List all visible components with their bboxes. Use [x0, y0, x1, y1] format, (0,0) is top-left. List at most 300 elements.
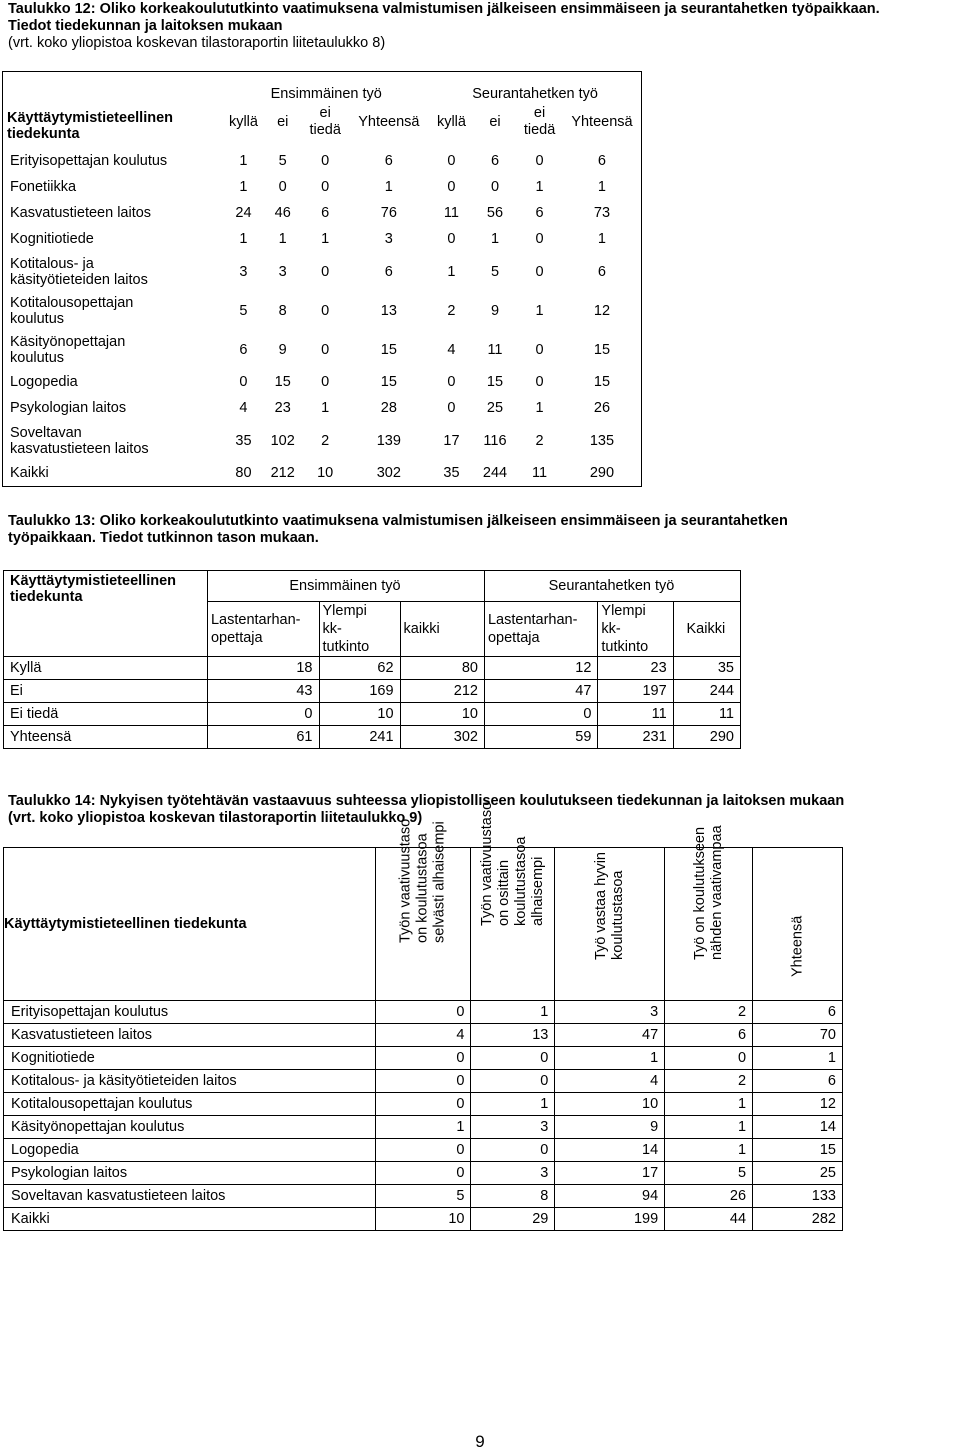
table-cell: 1 [278, 231, 287, 247]
col-partly-lower [471, 801, 555, 1001]
vertical-header [692, 825, 726, 960]
table-cell: 94 [555, 1185, 665, 1208]
table-cell: 1 [447, 263, 456, 280]
table-cell: 56 [486, 205, 504, 221]
table-cell: 0 [375, 1139, 471, 1162]
table-cell: 47 [555, 1024, 665, 1047]
vertical-header-line: Työ vastaa hyvin [592, 852, 609, 960]
table-cell: 0 [471, 1070, 555, 1093]
col-kindergarten-teacher [207, 602, 319, 657]
table-row [4, 1139, 843, 1162]
table-cell: 1 [535, 179, 544, 195]
table-cell: 0 [447, 179, 456, 195]
table-cell: 29 [471, 1208, 555, 1231]
table-row [3, 291, 642, 330]
table-cell: 0 [321, 153, 330, 169]
table-cell: 0 [447, 153, 456, 169]
table-cell: 23 [598, 657, 673, 680]
table-cell: 0 [535, 153, 544, 169]
table-cell: 6 [597, 263, 606, 280]
table-cell: 6 [665, 1024, 753, 1047]
row-label: Kaikki [4, 1208, 376, 1231]
table-row [3, 226, 642, 252]
table-row [3, 369, 642, 395]
table-cell: 17 [555, 1162, 665, 1185]
table-cell: 76 [380, 205, 397, 221]
col-yes: kyllä [436, 114, 466, 130]
table-cell: 6 [321, 205, 330, 221]
table-cell: 12 [593, 302, 611, 319]
row-label-line: Kognitiotiede [10, 231, 94, 247]
table-cell: 1 [555, 1047, 665, 1070]
table-cell: 231 [598, 726, 673, 749]
table-cell: 8 [278, 302, 287, 319]
row-label [3, 226, 224, 252]
table-cell: 10 [400, 703, 484, 726]
row-label: Käsityönopettajan koulutus [4, 1116, 376, 1139]
vertical-header [789, 916, 806, 977]
table-cell: 0 [484, 703, 597, 726]
row-label [3, 291, 224, 330]
vertical-header-line: koulutustasoa [512, 836, 529, 926]
row-label [3, 252, 224, 291]
table-cell: 5 [490, 263, 500, 280]
row-label: Psykologian laitos [4, 1162, 376, 1185]
row-label-line: Fonetiikka [10, 179, 77, 195]
group-first-job: Ensimmäinen työ [270, 86, 382, 102]
table-cell: 0 [535, 263, 544, 280]
table-cell: 1 [471, 1093, 555, 1116]
table-cell: 3 [471, 1162, 555, 1185]
table-cell: 26 [665, 1185, 753, 1208]
table-cell: 23 [274, 400, 291, 416]
table-cell: 15 [486, 374, 504, 390]
row-label [3, 460, 224, 487]
table-cell: 0 [321, 341, 330, 358]
table-cell: 302 [376, 465, 401, 481]
table-cell: 9 [555, 1116, 665, 1139]
table-cell: 24 [235, 205, 252, 221]
row-label: Erityisopettajan koulutus [4, 1001, 376, 1024]
table-cell: 70 [753, 1024, 843, 1047]
table-cell: 116 [483, 432, 507, 449]
table-cell: 5 [375, 1185, 471, 1208]
row-label-line: Kotitalous- ja [10, 255, 94, 272]
table13-body [4, 657, 741, 749]
table-cell: 169 [319, 680, 400, 703]
table-cell: 59 [484, 726, 597, 749]
row-label-line: Soveltavan [10, 424, 82, 441]
caption-line: (vrt. koko yliopistoa koskevan tilastoraportin liitetaulukko 9) [8, 810, 423, 826]
col-kindergarten-teacher [484, 602, 597, 657]
col-dont-know-line: tiedä [309, 122, 341, 138]
row-label: Soveltavan kasvatustieteen laitos [4, 1185, 376, 1208]
table-row [4, 1185, 843, 1208]
table-cell: 0 [665, 1047, 753, 1070]
table-cell: 11 [598, 703, 673, 726]
table-cell: 18 [207, 657, 319, 680]
table-cell: 0 [535, 341, 544, 358]
caption-line: Taulukko 13: Oliko korkeakoulututkinto vaatimuksena valmistumisen jälkeiseen ensimmäiseen ja seurantahetken [8, 513, 788, 529]
table-cell: 6 [753, 1001, 843, 1024]
table-cell: 2 [447, 302, 456, 319]
table-cell: 1 [239, 179, 248, 195]
vertical-header-line: on koulutustasoa [414, 833, 431, 943]
table-cell: 0 [375, 1070, 471, 1093]
caption-line: (vrt. koko yliopistoa koskevan tilastoraportin liitetaulukko 8) [8, 35, 386, 51]
row-label [3, 395, 224, 421]
table-row [3, 330, 642, 369]
table-cell: 1 [665, 1093, 753, 1116]
col-header-line: tutkinto [322, 639, 370, 655]
table-cell: 35 [443, 465, 460, 481]
table-row [3, 421, 642, 460]
row-label-line: koulutus [10, 349, 65, 366]
row-label [3, 200, 224, 226]
row-label: Ei tiedä [4, 703, 208, 726]
table-cell: 0 [375, 1093, 471, 1116]
table-cell: 1 [375, 1116, 471, 1139]
group-followup-job: Seurantahetken työ [472, 86, 598, 102]
row-label [3, 148, 224, 174]
table-cell: 14 [753, 1116, 843, 1139]
table-row [3, 148, 642, 174]
table-cell: 9 [490, 302, 500, 319]
table-row [4, 726, 741, 749]
vertical-header-line: Yhteensä [789, 915, 806, 977]
table-cell: 290 [673, 726, 740, 749]
col-header-line: Ylempi [601, 603, 646, 619]
table-cell: 14 [555, 1139, 665, 1162]
table-cell: 0 [278, 179, 287, 195]
table-cell: 212 [270, 465, 295, 481]
table-cell: 13 [380, 302, 397, 319]
table-cell: 11 [532, 465, 548, 481]
table-row [3, 395, 642, 421]
table-cell: 4 [555, 1070, 665, 1093]
table-cell: 15 [593, 374, 611, 390]
table-row [4, 1001, 843, 1024]
table-cell: 0 [207, 703, 319, 726]
table-cell: 12 [753, 1093, 843, 1116]
table-cell: 1 [665, 1116, 753, 1139]
table-cell: 46 [274, 205, 291, 221]
table12-body [3, 142, 642, 487]
table-cell: 62 [319, 657, 400, 680]
table-cell: 1 [384, 179, 393, 195]
table-row [4, 680, 741, 703]
col-total [753, 848, 843, 1001]
table-cell: 3 [471, 1116, 555, 1139]
table-cell: 3 [384, 231, 393, 247]
table-cell: 0 [471, 1139, 555, 1162]
table-row [4, 1208, 843, 1231]
table-cell: 44 [665, 1208, 753, 1231]
table-cell: 2 [665, 1001, 753, 1024]
table-cell: 15 [380, 341, 397, 358]
table-cell: 47 [484, 680, 597, 703]
faculty-header-line: tiedekunta [10, 589, 83, 605]
table-cell: 10 [555, 1093, 665, 1116]
table-cell: 1 [535, 400, 544, 416]
table-cell: 0 [321, 263, 330, 280]
table-cell: 2 [665, 1070, 753, 1093]
col-header-line: opettaja [487, 630, 540, 646]
faculty-header [4, 571, 208, 657]
table-row [3, 174, 642, 200]
caption-line: Taulukko 14: Nykyisen työtehtävän vastaavuus suhteessa yliopistolliseen koulutukseen tiedekunnan ja laitoksen mukaan [8, 793, 845, 809]
table-cell: 4 [239, 400, 248, 416]
row-label-line: Kaikki [10, 465, 49, 481]
group-first-job: Ensimmäinen työ [207, 571, 484, 602]
table-cell: 197 [598, 680, 673, 703]
row-label [3, 174, 224, 200]
row-label-line: Erityisopettajan koulutus [10, 153, 168, 169]
table-cell: 11 [443, 205, 459, 221]
table-cell: 133 [753, 1185, 843, 1208]
group-followup-job: Seurantahetken työ [484, 571, 740, 602]
table-cell: 0 [471, 1047, 555, 1070]
table-cell: 4 [375, 1024, 471, 1047]
caption-line: Taulukko 12: Oliko korkeakoulututkinto vaatimuksena valmistumisen jälkeiseen ensimmäiseen ja seurantahetken työpaikkaan. [8, 1, 880, 17]
caption-line: Tiedot tiedekunnan ja laitoksen mukaan [8, 18, 283, 34]
row-label-line: koulutus [10, 310, 65, 327]
col-header-line: Lastentarhan- [210, 612, 301, 628]
table-cell: 10 [375, 1208, 471, 1231]
row-label-line: Käsityönopettajan [10, 333, 126, 350]
table-cell: 212 [400, 680, 484, 703]
table-row [4, 1070, 843, 1093]
row-label-line: kasvatustieteen laitos [10, 440, 149, 457]
table-cell: 43 [207, 680, 319, 703]
col-yes: kyllä [228, 114, 258, 130]
table-cell: 80 [235, 465, 252, 481]
table-cell: 9 [278, 341, 287, 358]
faculty-header-line: Käyttäytymistieteellinen [7, 110, 174, 126]
table-cell: 302 [400, 726, 484, 749]
col-total: Yhteensä [358, 114, 420, 130]
table-cell: 5 [278, 153, 287, 169]
table-cell: 0 [535, 374, 544, 390]
table-cell: 1 [535, 302, 544, 319]
row-label-line: Kotitalousopettajan [10, 294, 134, 311]
table-row [4, 1093, 843, 1116]
table-cell: 0 [447, 231, 456, 247]
table-cell: 1 [239, 153, 248, 169]
table-cell: 0 [375, 1047, 471, 1070]
table-cell: 102 [270, 432, 295, 449]
table-cell: 3 [278, 263, 287, 280]
table-cell: 10 [317, 465, 334, 481]
table-cell: 0 [490, 179, 500, 195]
table-cell: 6 [239, 341, 248, 358]
vertical-header-line: on osittain [495, 859, 512, 926]
table-cell: 1 [597, 179, 606, 195]
table-cell: 1 [490, 231, 500, 247]
col-header-line: tutkinto [601, 639, 649, 655]
row-label: Kotitalous- ja käsityötieteiden laitos [4, 1070, 376, 1093]
table14-body [4, 1001, 843, 1231]
table-cell: 0 [321, 302, 330, 319]
table-cell: 0 [239, 374, 248, 390]
col-header-line: Ylempi [322, 603, 367, 619]
col-dont-know-line: ei [319, 105, 331, 121]
col-header-line: kk- [322, 621, 342, 637]
col-matches [555, 848, 665, 1001]
vertical-header [479, 802, 547, 926]
caption-line: työpaikkaan. Tiedot tutkinnon tason mukaan. [8, 530, 319, 546]
table-cell: 1 [665, 1139, 753, 1162]
col-dont-know-line: ei [533, 105, 546, 121]
table-cell: 0 [447, 400, 456, 416]
table-row [4, 1024, 843, 1047]
row-label-line: käsityötieteiden laitos [10, 271, 148, 288]
faculty-header-line: tiedekunta [7, 126, 80, 142]
table-cell: 0 [375, 1001, 471, 1024]
col-much-lower [375, 818, 471, 1001]
table-row [4, 1047, 843, 1070]
table-cell: 6 [490, 153, 500, 169]
table-cell: 139 [376, 432, 401, 449]
table-cell: 6 [597, 153, 606, 169]
vertical-header-line: alhaisempi [529, 856, 546, 926]
table-row [3, 252, 642, 291]
table-cell: 290 [589, 465, 615, 481]
col-higher-degree [319, 602, 400, 657]
vertical-header-line: Työ on koulutukseen [691, 826, 708, 960]
col-total: Yhteensä [571, 114, 633, 130]
table-cell: 0 [321, 374, 330, 390]
row-label-line: Psykologian laitos [10, 400, 127, 416]
row-label: Kyllä [4, 657, 208, 680]
col-more-demanding [665, 825, 753, 1001]
table-cell: 73 [593, 205, 611, 221]
table-cell: 6 [384, 263, 393, 280]
table-row [3, 200, 642, 226]
table-cell: 0 [375, 1162, 471, 1185]
col-header-line: kk- [601, 621, 621, 637]
table-cell: 15 [753, 1139, 843, 1162]
table-cell: 1 [321, 231, 330, 247]
row-label [3, 330, 224, 369]
table-cell: 244 [482, 465, 508, 481]
table-cell: 4 [447, 341, 456, 358]
table-cell: 28 [380, 400, 397, 416]
row-label: Ei [4, 680, 208, 703]
table-cell: 15 [593, 341, 611, 358]
table-row [3, 460, 642, 487]
table-cell: 6 [753, 1070, 843, 1093]
row-label [3, 421, 224, 460]
table-cell: 11 [673, 703, 740, 726]
table-cell: 8 [471, 1185, 555, 1208]
vertical-header-line: Työn vaativuustaso [478, 801, 495, 926]
table-cell: 2 [535, 432, 544, 449]
col-no: ei [489, 114, 501, 130]
table-cell: 1 [471, 1001, 555, 1024]
table-row [4, 1116, 843, 1139]
faculty-header: Käyttäytymistieteellinen tiedekunta [4, 848, 376, 1001]
col-dont-know [302, 102, 349, 142]
col-header-line: opettaja [210, 630, 263, 646]
col-dont-know-line: tiedä [523, 122, 556, 138]
table-cell: 13 [471, 1024, 555, 1047]
table-cell: 12 [484, 657, 597, 680]
vertical-header-line: selvästi alhaisempi [431, 821, 448, 943]
vertical-header [398, 819, 449, 943]
col-higher-degree [598, 602, 673, 657]
table-cell: 5 [665, 1162, 753, 1185]
table-cell: 2 [321, 432, 330, 449]
vertical-header-line: koulutustasoa [609, 870, 626, 960]
table-cell: 6 [384, 153, 393, 169]
row-label [3, 369, 224, 395]
table-cell: 282 [753, 1208, 843, 1231]
table12 [2, 71, 642, 487]
table-cell: 35 [235, 432, 252, 449]
page-number: 9 [475, 1432, 485, 1451]
table-cell: 6 [535, 205, 544, 221]
vertical-header-line: nähden vaativampaa [708, 825, 725, 960]
table-cell: 17 [443, 432, 460, 449]
table-row [4, 657, 741, 680]
table-cell: 15 [274, 374, 291, 390]
table-row [4, 1162, 843, 1185]
table-cell: 1 [321, 400, 330, 416]
table-cell: 0 [447, 374, 456, 390]
vertical-header [593, 852, 627, 960]
table-cell: 3 [555, 1001, 665, 1024]
table-row [4, 703, 741, 726]
table-cell: 1 [753, 1047, 843, 1070]
table-cell: 15 [380, 374, 397, 390]
vertical-header-line: Työn vaativuustaso [397, 818, 414, 943]
col-all: kaikki [400, 602, 484, 657]
row-label: Kognitiotiede [4, 1047, 376, 1070]
table-cell: 26 [593, 400, 611, 416]
table13 [3, 570, 741, 749]
table-cell: 11 [487, 341, 503, 358]
table-cell: 25 [753, 1162, 843, 1185]
table-cell: 35 [673, 657, 740, 680]
table12-caption [8, 1, 880, 52]
table-cell: 241 [319, 726, 400, 749]
table-cell: 3 [239, 263, 248, 280]
col-header-line: Lastentarhan- [487, 612, 578, 628]
table-cell: 0 [535, 231, 544, 247]
table-cell: 244 [673, 680, 740, 703]
table-cell: 10 [319, 703, 400, 726]
table-cell: 80 [400, 657, 484, 680]
table-cell: 0 [321, 179, 330, 195]
table-cell: 5 [239, 302, 248, 319]
row-label: Kotitalousopettajan koulutus [4, 1093, 376, 1116]
row-label-line: Logopedia [10, 374, 78, 390]
col-all: Kaikki [673, 602, 740, 657]
col-dont-know [516, 102, 563, 142]
table-cell: 1 [597, 231, 606, 247]
row-label: Kasvatustieteen laitos [4, 1024, 376, 1047]
row-label: Logopedia [4, 1139, 376, 1162]
table-cell: 25 [486, 400, 504, 416]
table-cell: 61 [207, 726, 319, 749]
row-label: Yhteensä [4, 726, 208, 749]
table-cell: 1 [239, 231, 248, 247]
faculty-header-line: Käyttäytymistieteellinen [10, 573, 177, 589]
table13-caption [8, 513, 788, 547]
table-cell: 135 [589, 432, 615, 449]
table-cell: 199 [555, 1208, 665, 1231]
